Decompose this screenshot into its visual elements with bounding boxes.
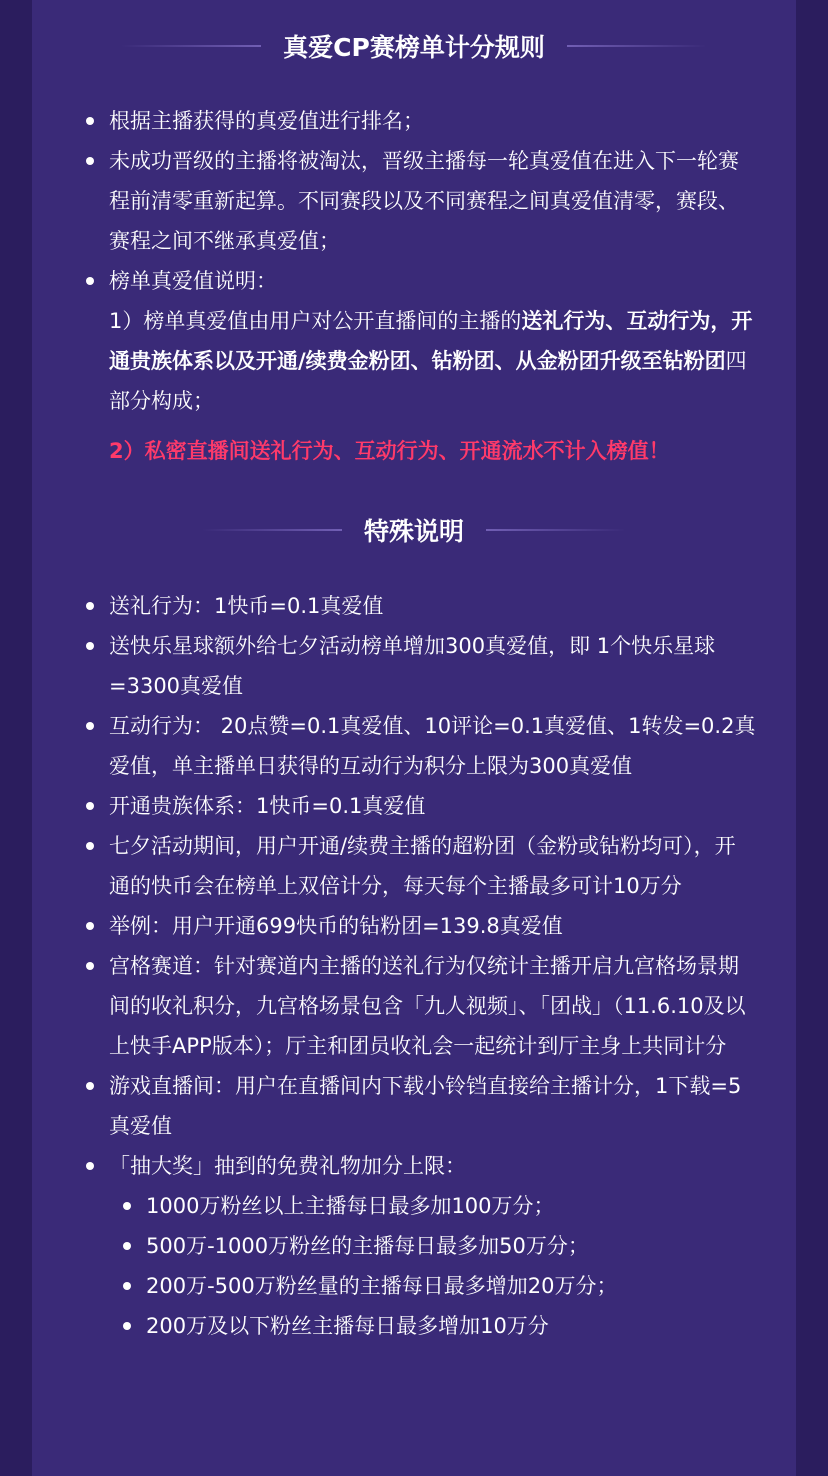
bullet-icon [123, 1242, 131, 1250]
list-item-text: 互动行为： 20点赞=0.1真爱值、10评论=0.1真爱值、1转发=0.2真爱值，单主播单日获得的互动行为积分上限为300真爱值 [109, 714, 756, 778]
list-item-text: 七夕活动期间，用户开通/续费主播的超粉团（金粉或钻粉均可），开通的快币会在榜单上双倍计分，每天每个主播最多可计10万分 [109, 834, 736, 898]
list-item [0, 101, 828, 141]
sub-list-item [0, 1186, 828, 1226]
list-item [0, 626, 828, 706]
warning-note: 2）私密直播间送礼行为、互动行为、开通流水不计入榜值！ [109, 439, 670, 463]
list-item [0, 826, 828, 906]
list-item [0, 786, 828, 826]
list-item [0, 706, 828, 786]
sub-list-item-text: 500万-1000万粉丝的主播每日最多加50万分； [146, 1234, 589, 1258]
sub-note-1-suffix: 四部分构成； [109, 349, 747, 413]
list-item-text: 游戏直播间：用户在直播间内下载小铃铛直接给主播计分，1下载=5真爱值 [109, 1074, 742, 1138]
list-item [0, 906, 828, 946]
list-item [0, 141, 828, 261]
sub-list-item-text: 200万及以下粉丝主播每日最多增加10万分 [146, 1314, 549, 1338]
list-item-text: 送礼行为：1快币=0.1真爱值 [109, 594, 384, 618]
bullet-icon [86, 1082, 94, 1090]
list-item-text: 开通贵族体系：1快币=0.1真爱值 [109, 794, 426, 818]
list-item-text: 「抽大奖」抽到的免费礼物加分上限： [109, 1154, 466, 1178]
bullet-icon [86, 802, 94, 810]
title-divider-left [202, 529, 342, 531]
bullet-icon [86, 962, 94, 970]
list-item [0, 1146, 828, 1186]
sub-note-1 [0, 301, 828, 421]
sub-note-1-prefix: 1）榜单真爱值由用户对公开直播间的主播的 [109, 309, 522, 333]
bullet-icon [86, 642, 94, 650]
rules-title: 真爱CP赛榜单计分规则 [283, 33, 545, 62]
list-item-text: 未成功晋级的主播将被淘汰，晋级主播每一轮真爱值在进入下一轮赛程前清零重新起算。不同赛段以及不同赛程之间真爱值清零，赛段、赛程之间不继承真爱值； [109, 149, 739, 253]
sub-list-item [0, 1306, 828, 1346]
list-item-text: 送快乐星球额外给七夕活动榜单增加300真爱值，即 1个快乐星球=3300真爱值 [109, 634, 716, 698]
list-item-text: 举例：用户开通699快币的钻粉团=139.8真爱值 [109, 914, 563, 938]
special-title: 特殊说明 [363, 517, 464, 546]
sub-list-item-text: 1000万粉丝以上主播每日最多加100万分； [146, 1194, 555, 1218]
bullet-icon [123, 1322, 131, 1330]
bullet-icon [86, 722, 94, 730]
list-item [0, 586, 828, 626]
bullet-icon [123, 1202, 131, 1210]
title-divider-left [121, 45, 261, 47]
title-divider-right [486, 529, 626, 531]
list-item [0, 261, 828, 301]
bullet-icon [86, 277, 94, 285]
list-item [0, 946, 828, 1066]
list-item [0, 1066, 828, 1146]
bullet-icon [86, 157, 94, 165]
title-divider-right [567, 45, 707, 47]
list-item-text: 宫格赛道：针对赛道内主播的送礼行为仅统计主播开启九宫格场景期间的收礼积分，九宫格场景包含「九人视频」、「团战」（11.6.10及以上快手APP版本）；厅主和团员收礼会一起统计到厅主身上共同计分 [109, 954, 746, 1058]
section-title-rules [0, 26, 828, 66]
list-item-text: 根据主播获得的真爱值进行排名； [109, 109, 424, 133]
sub-list-item [0, 1266, 828, 1306]
rules-list [0, 101, 828, 471]
bullet-icon [86, 842, 94, 850]
bullet-icon [86, 602, 94, 610]
bullet-icon [86, 1162, 94, 1170]
special-list [0, 586, 828, 1346]
bullet-icon [86, 922, 94, 930]
bullet-icon [123, 1282, 131, 1290]
sub-note-1-bold: 送礼行为、互动行为，开通贵族体系以及开通/续费金粉团、钻粉团、从金粉团升级至钻粉团 [109, 309, 753, 373]
sub-list-item-text: 200万-500万粉丝量的主播每日最多增加20万分； [146, 1274, 618, 1298]
sub-list-item [0, 1226, 828, 1266]
section-title-special [0, 510, 828, 550]
bullet-icon [86, 117, 94, 125]
list-item-text: 榜单真爱值说明： [109, 269, 277, 293]
